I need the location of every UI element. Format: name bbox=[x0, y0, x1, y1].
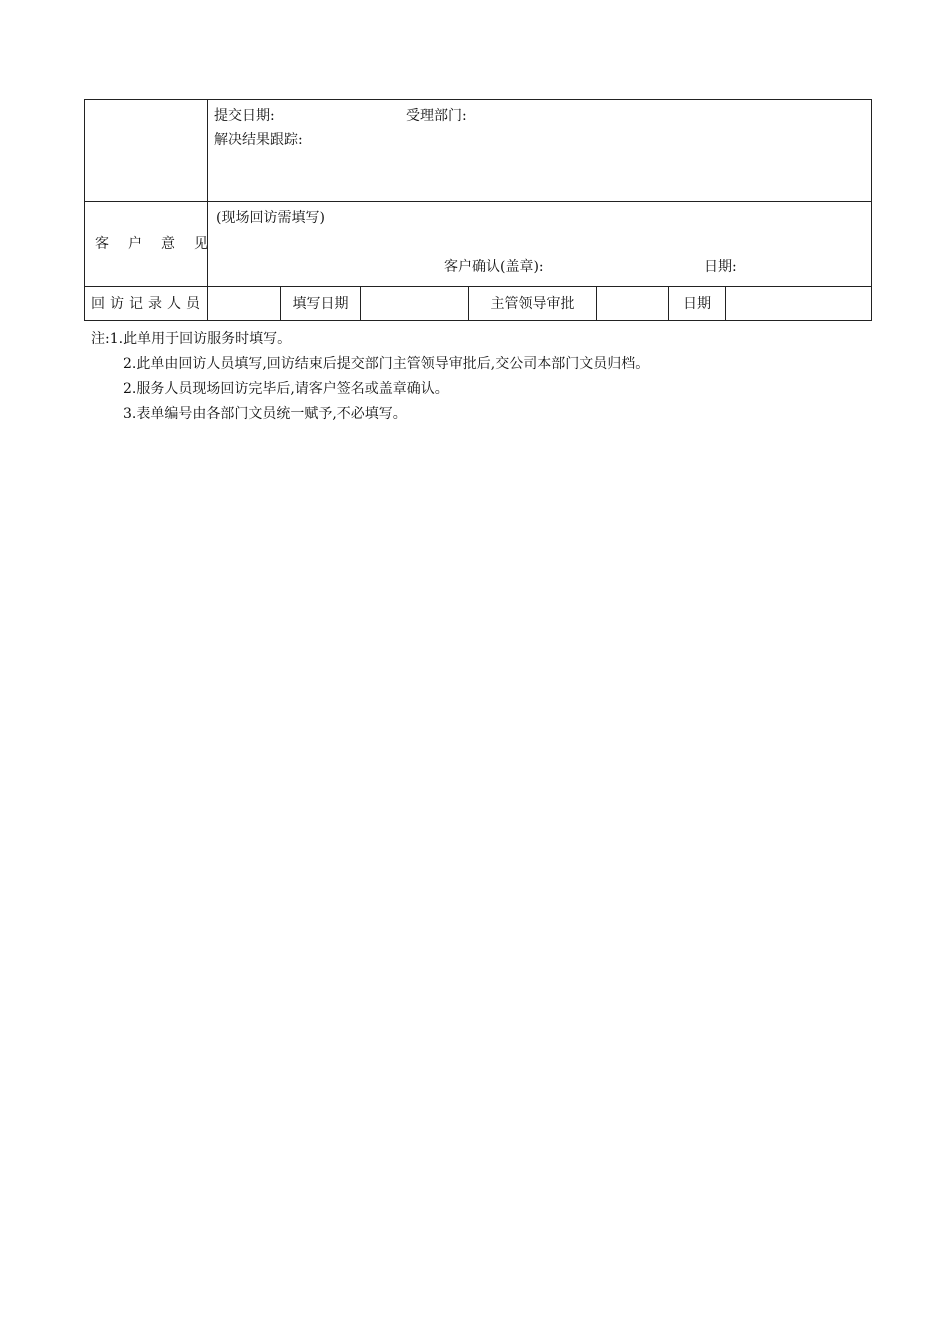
opinion-date-label: 日期: bbox=[704, 259, 737, 275]
approval-date-label: 日期 bbox=[669, 287, 726, 321]
note-item: 2.服务人员现场回访完毕后,请客户签名或盖章确认。 bbox=[123, 381, 449, 397]
note-item: 2.此单由回访人员填写,回访结束后提交部门主管领导审批后,交公司本部门文员归档。 bbox=[123, 356, 650, 372]
fill-date-field[interactable] bbox=[361, 287, 469, 321]
fill-date-label: 填写日期 bbox=[281, 287, 361, 321]
recorder-field[interactable] bbox=[208, 287, 281, 321]
note-item: 注:1.此单用于回访服务时填写。 bbox=[91, 331, 292, 347]
approval-label: 主管领导审批 bbox=[469, 287, 597, 321]
opinion-row bbox=[85, 202, 872, 287]
note-item: 3.表单编号由各部门文员统一赋予,不必填写。 bbox=[123, 406, 407, 422]
tracking-row bbox=[85, 100, 872, 202]
record-row bbox=[85, 287, 872, 321]
tracking-content-cell[interactable] bbox=[208, 100, 872, 202]
customer-confirm-label: 客户确认(盖章): bbox=[444, 259, 544, 275]
opinion-hint: (现场回访需填写) bbox=[216, 210, 325, 226]
notes-section bbox=[91, 327, 649, 427]
customer-opinion-cell[interactable] bbox=[208, 202, 872, 287]
visit-record-form bbox=[84, 99, 872, 321]
approval-date-field[interactable] bbox=[726, 287, 872, 321]
recorder-label: 回访记录人员 bbox=[85, 287, 208, 321]
result-tracking-label: 解决结果跟踪: bbox=[214, 132, 303, 148]
submit-date-label: 提交日期: bbox=[214, 108, 275, 124]
dept-label: 受理部门: bbox=[406, 108, 467, 124]
customer-opinion-label: 客户意见 bbox=[85, 202, 208, 287]
approval-field[interactable] bbox=[597, 287, 669, 321]
tracking-label-cell bbox=[85, 100, 208, 202]
